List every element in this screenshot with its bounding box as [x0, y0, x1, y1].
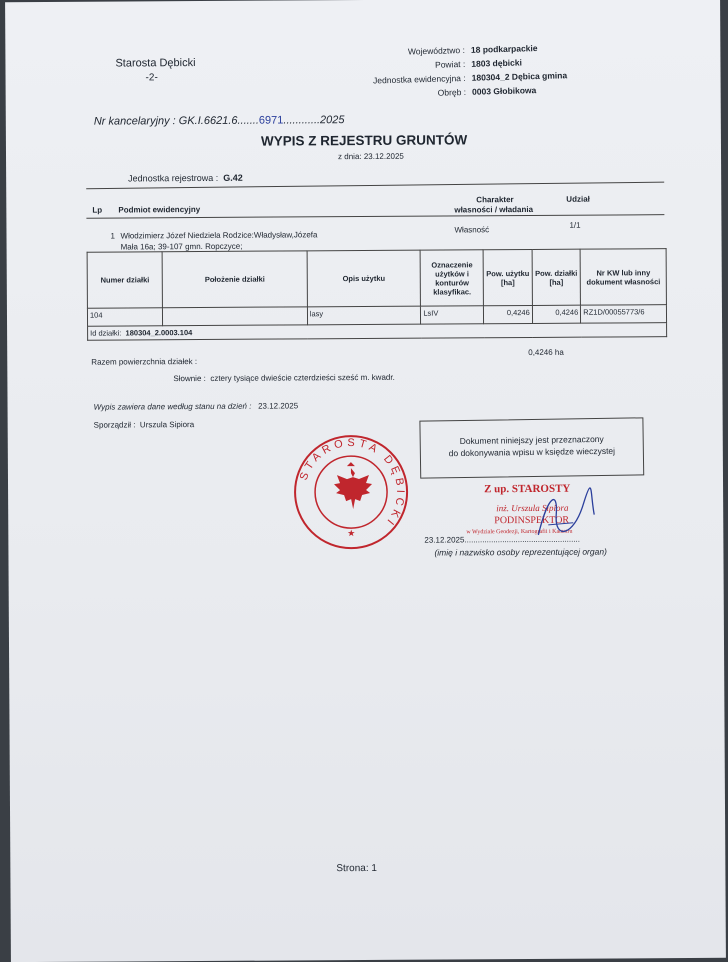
signature-name: inż. Urszula Sipiora: [496, 502, 569, 514]
signature-stroke: [548, 523, 573, 525]
owners-subject-header: Podmiot ewidencyjny: [118, 205, 201, 215]
col-location: Położenie działki: [162, 251, 307, 308]
owners-character-header-2: własności / władania: [454, 204, 534, 215]
purpose-note: [419, 417, 644, 478]
document-date: z dnia: 23.12.2025: [337, 151, 404, 162]
owner-name: Włodzimierz Józef Niedziela Rodzice:Władysław,Józefa: [120, 230, 318, 241]
page-marker: -2-: [145, 72, 158, 84]
field-unit: Jednostka ewidencyjna : 180304_2 Dębica gmina: [372, 70, 568, 86]
registry-unit: Jednostka rejestrowa : G.42: [128, 172, 243, 184]
owner-address: Mała 16a; 39-107 gmn. Ropczyce;: [120, 241, 243, 252]
owner-share: 1/1: [569, 220, 581, 230]
table-row: [88, 323, 667, 341]
parcel-id: Id działki: 180304_2.0003.104: [88, 323, 667, 341]
col-area-parcel: Pow. działki [ha]: [532, 249, 581, 305]
cell-use: lasy: [307, 306, 421, 325]
divider: [86, 214, 664, 219]
area-in-words: Słownie : cztery tysiące dwieście czterdzieści sześć m. kwadr.: [173, 372, 395, 384]
cell-location: [163, 307, 308, 326]
prepared-by: Sporządził : Urszula Sipiora: [93, 420, 195, 430]
signature-department: w Wydziale Geodezji, Kartografii i Katastru: [466, 528, 573, 536]
owner-character: Własność: [454, 225, 490, 235]
signature-position: PODINSPEKTOR: [494, 514, 570, 527]
document-sheet: [5, 0, 726, 962]
office-name: Starosta Dębicki: [115, 57, 196, 70]
col-number: Numer działki: [87, 252, 163, 308]
owners-share-header: Udział: [566, 194, 590, 204]
parcels-table: [87, 248, 668, 341]
cell-class: LsIV: [421, 306, 484, 324]
cell-area-use: 0,4246: [484, 305, 533, 323]
total-area-value: 0,4246 ha: [528, 347, 564, 358]
document-title: WYPIS Z REJESTRU GRUNTÓW: [260, 132, 468, 149]
eagle-icon: [334, 462, 372, 509]
field-precinct: Obręb : 0003 Głobikowa: [437, 85, 537, 98]
signature-scribble: [528, 485, 598, 541]
purpose-note-line: do dokonywania wpisu w księdze wieczystej: [448, 445, 616, 459]
signature-date: 23.12.2025....................................................: [424, 534, 581, 545]
signature-title: Z up. STAROSTY: [484, 482, 571, 496]
star-icon: ★: [347, 528, 356, 539]
state-date: Wypis zawiera dane według stanu na dzień : 23.12.2025: [93, 401, 299, 412]
col-class: Oznaczenie użytków i konturów klasyfikac.: [420, 250, 483, 306]
signature-caption: (imię i nazwisko osoby reprezentującej organ): [434, 546, 607, 558]
cell-kw: RZ1D/00055773/6: [581, 305, 667, 324]
total-area-label: Razem powierzchnia działek :: [91, 357, 198, 367]
col-area-use: Pow. użytku [ha]: [483, 249, 532, 305]
admin-fields: [325, 40, 568, 103]
field-voivodeship: Województwo : 18 podkarpackie: [407, 43, 538, 57]
cell-area-parcel: 0,4246: [532, 305, 581, 323]
office-number: Nr kancelaryjny : GK.I.6621.6.......6971............2025: [93, 114, 345, 128]
col-kw: Nr KW lub inny dokument własności: [580, 249, 666, 306]
owner-lp: 1: [110, 231, 115, 241]
cell-number: 104: [87, 308, 162, 326]
stamp-text: STAROSTA DĘBICKI: [297, 436, 407, 530]
field-district: Powiat : 1803 dębicki: [434, 57, 522, 70]
official-stamp: [291, 432, 412, 553]
col-use: Opis użytku: [307, 250, 421, 307]
purpose-note-line: Dokument niniejszy jest przeznaczony: [459, 433, 604, 447]
owners-character-header: Charakter: [476, 195, 514, 205]
page-number: Strona: 1: [336, 862, 378, 875]
owners-lp-header: Lp: [92, 205, 103, 215]
signature-stroke: [538, 488, 594, 535]
